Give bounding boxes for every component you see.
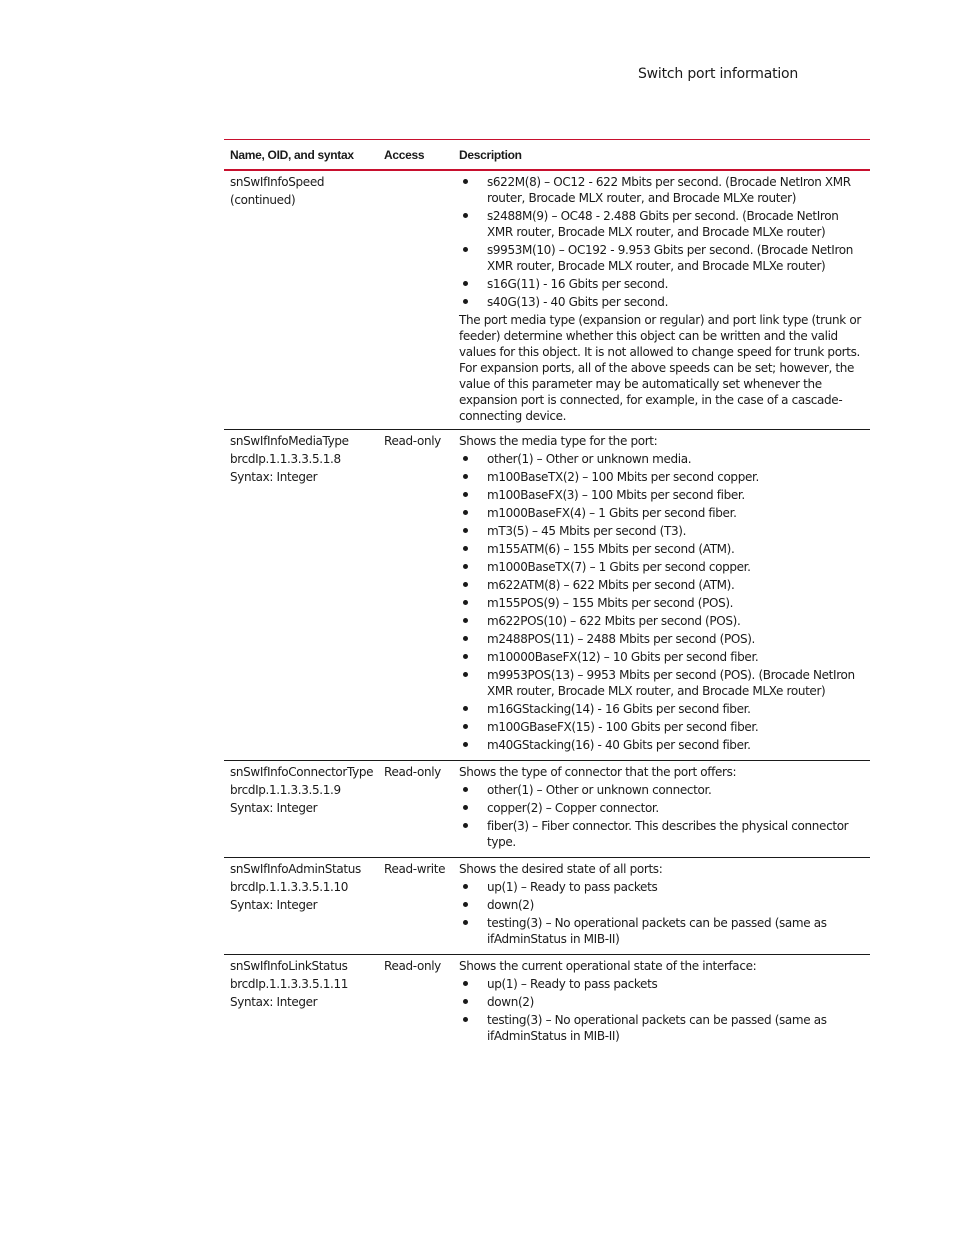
object-name: snSwIfInfoConnectorType bbox=[230, 765, 374, 779]
object-name-cell bbox=[224, 764, 378, 852]
object-continued-note: (continued) bbox=[230, 193, 296, 207]
list-item: testing(3) – No operational packets can be passed (same as ifAdminStatus in MIB-II) bbox=[459, 915, 864, 947]
mib-table bbox=[224, 139, 870, 1051]
description-cell bbox=[453, 433, 870, 755]
object-oid: brcdIp.1.1.3.3.5.1.11 bbox=[230, 977, 349, 991]
object-syntax: Syntax: Integer bbox=[230, 898, 318, 912]
object-name-cell bbox=[224, 861, 378, 949]
list-item: m40GStacking(16) - 40 Gbits per second fiber. bbox=[459, 737, 864, 753]
list-item: m1000BaseTX(7) – 1 Gbits per second copper. bbox=[459, 559, 864, 575]
list-item: m155POS(9) – 155 Mbits per second (POS). bbox=[459, 595, 864, 611]
description-intro: Shows the current operational state of the interface: bbox=[459, 959, 757, 973]
description-cell bbox=[453, 958, 870, 1046]
list-item: s2488M(9) – OC48 - 2.488 Gbits per second. (Brocade NetIron XMR router, Brocade MLX router, and Brocade MLXe router) bbox=[459, 208, 864, 240]
list-item: fiber(3) – Fiber connector. This describes the physical connector type. bbox=[459, 818, 864, 850]
list-item: down(2) bbox=[459, 897, 864, 913]
list-item: down(2) bbox=[459, 994, 864, 1010]
description-cell bbox=[453, 861, 870, 949]
object-oid: brcdIp.1.1.3.3.5.1.10 bbox=[230, 880, 349, 894]
list-item: s16G(11) - 16 Gbits per second. bbox=[459, 276, 864, 292]
table-row bbox=[224, 430, 870, 761]
list-item: m9953POS(13) – 9953 Mbits per second (POS). (Brocade NetIron XMR router, Brocade MLX router, and Brocade MLXe router) bbox=[459, 667, 864, 699]
table-row bbox=[224, 858, 870, 955]
list-item: s40G(13) - 40 Gbits per second. bbox=[459, 294, 864, 310]
object-name: snSwIfInfoSpeed bbox=[230, 175, 325, 189]
list-item: m100BaseTX(2) – 100 Mbits per second copper. bbox=[459, 469, 864, 485]
access-cell: Read-only bbox=[384, 959, 441, 973]
list-item: testing(3) – No operational packets can be passed (same as ifAdminStatus in MIB-II) bbox=[459, 1012, 864, 1044]
list-item: m622POS(10) – 622 Mbits per second (POS). bbox=[459, 613, 864, 629]
list-item: other(1) – Other or unknown media. bbox=[459, 451, 864, 467]
list-item: m10000BaseFX(12) – 10 Gbits per second fiber. bbox=[459, 649, 864, 665]
list-item: m622ATM(8) – 622 Mbits per second (ATM). bbox=[459, 577, 864, 593]
column-header-access: Access bbox=[384, 147, 425, 162]
access-cell: Read-write bbox=[384, 862, 446, 876]
list-item: m16GStacking(14) - 16 Gbits per second fiber. bbox=[459, 701, 864, 717]
object-syntax: Syntax: Integer bbox=[230, 995, 318, 1009]
description-cell bbox=[453, 174, 870, 424]
list-item: m155ATM(6) – 155 Mbits per second (ATM). bbox=[459, 541, 864, 557]
object-name-cell bbox=[224, 433, 378, 755]
description-intro: Shows the desired state of all ports: bbox=[459, 862, 663, 876]
column-header-name: Name, OID, and syntax bbox=[230, 147, 354, 162]
object-syntax: Syntax: Integer bbox=[230, 470, 318, 484]
table-row bbox=[224, 955, 870, 1051]
object-name: snSwIfInfoLinkStatus bbox=[230, 959, 348, 973]
column-header-description: Description bbox=[459, 147, 522, 162]
list-item: other(1) – Other or unknown connector. bbox=[459, 782, 864, 798]
list-item: m100GBaseFX(15) - 100 Gbits per second fiber. bbox=[459, 719, 864, 735]
page-header: Switch port information bbox=[638, 66, 799, 82]
description-cell bbox=[453, 764, 870, 852]
list-item: s622M(8) – OC12 - 622 Mbits per second. (Brocade NetIron XMR router, Brocade MLX router, and Brocade MLXe router) bbox=[459, 174, 864, 206]
list-item: m1000BaseFX(4) – 1 Gbits per second fiber. bbox=[459, 505, 864, 521]
table-header bbox=[224, 139, 870, 171]
object-name: snSwIfInfoAdminStatus bbox=[230, 862, 361, 876]
object-oid: brcdIp.1.1.3.3.5.1.9 bbox=[230, 783, 341, 797]
list-item: mT3(5) – 45 Mbits per second (T3). bbox=[459, 523, 864, 539]
access-cell: Read-only bbox=[384, 765, 441, 779]
description-intro: Shows the media type for the port: bbox=[459, 434, 658, 448]
object-oid: brcdIp.1.1.3.3.5.1.8 bbox=[230, 452, 341, 466]
object-syntax: Syntax: Integer bbox=[230, 801, 318, 815]
list-item: m100BaseFX(3) – 100 Mbits per second fiber. bbox=[459, 487, 864, 503]
description-paragraph: The port media type (expansion or regular) and port link type (trunk or feeder) determine whether this object can be written and the valid values for this object. It is not allowed to change speed for trunk ports. For expansion ports, all of the above speeds can be set; however, the value of this parameter may be automatically set whenever the expansion port is connected, for example, in the case of a cascade-connecting device. bbox=[459, 313, 861, 423]
table-row bbox=[224, 171, 870, 430]
access-cell bbox=[378, 174, 453, 424]
table-row bbox=[224, 761, 870, 858]
list-item: m2488POS(11) – 2488 Mbits per second (POS). bbox=[459, 631, 864, 647]
object-name-cell bbox=[224, 958, 378, 1046]
access-cell: Read-only bbox=[384, 434, 441, 448]
list-item: copper(2) – Copper connector. bbox=[459, 800, 864, 816]
object-name-cell bbox=[224, 174, 378, 424]
list-item: s9953M(10) – OC192 - 9.953 Gbits per second. (Brocade NetIron XMR router, Brocade MLX router, and Brocade MLXe router) bbox=[459, 242, 864, 274]
list-item: up(1) – Ready to pass packets bbox=[459, 879, 864, 895]
description-intro: Shows the type of connector that the port offers: bbox=[459, 765, 737, 779]
list-item: up(1) – Ready to pass packets bbox=[459, 976, 864, 992]
object-name: snSwIfInfoMediaType bbox=[230, 434, 349, 448]
